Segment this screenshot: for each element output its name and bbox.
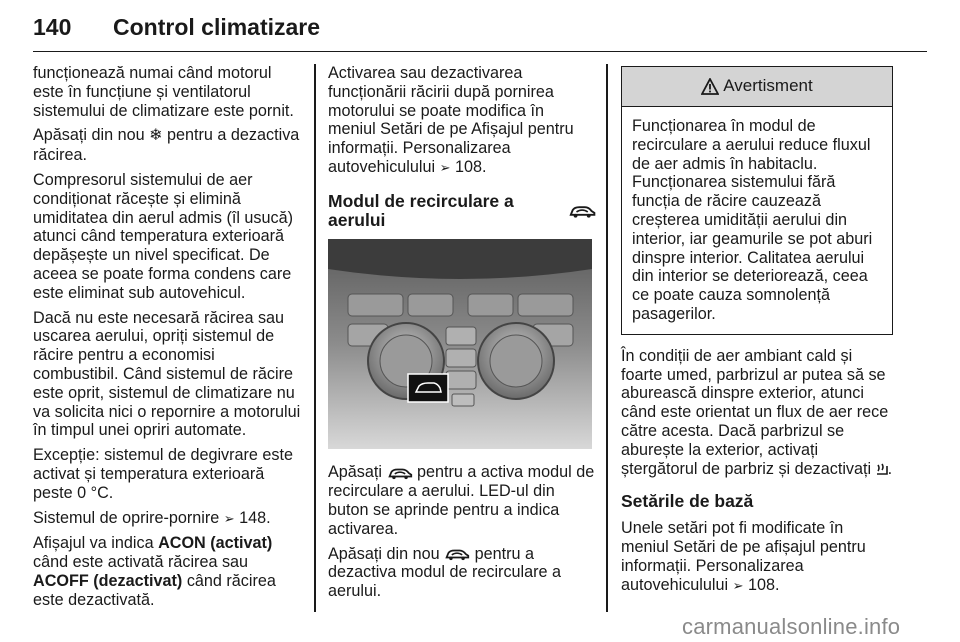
rear-window-defog-icon [876, 463, 888, 476]
warning-title: Avertisment [723, 76, 813, 96]
column-3 [621, 64, 893, 601]
paragraph: Sistemul de oprire-pornire ➢ 148. [33, 508, 271, 527]
paragraph: Compresorul sistemului de aer condiționat răcește și elimină umiditatea din aerul admis (îl usucă) atunci când temperatura exterioară depășește un nivel specificat. De aceea se poate forma condens care este eliminat sub autovehicul. [33, 170, 294, 302]
paragraph: Afișajul va indica ACON (activat) când este activată răcirea sau ACOFF (dezactivat) când răcirea este dezactivată. [33, 534, 276, 609]
page-header [33, 6, 927, 52]
paragraph: Unele setări pot fi modificate în meniul Setări de pe afișajul pentru informații. Personalizarea autovehiculului ➢ 108. [621, 519, 866, 594]
acoff-label: ACOFF (dezactivat) [33, 571, 183, 590]
climate-panel-illustration [328, 239, 592, 449]
paragraph: Apăsați din nou pentru a dezactiva modul de recirculare a aerului. [328, 544, 562, 601]
paragraph: Activarea sau dezactivarea funcționării răcirii după pornirea motorului se poate modifica în meniul Setări de pe Afișajul pentru informații. Personalizarea autovehiculului ➢ 108. [328, 64, 574, 176]
watermark: carmanualsonline.info [682, 614, 901, 639]
section-heading-recirculation: Modul de recirculare a aerului [328, 192, 596, 230]
paragraph: Apăsați din nou ❄ pentru a dezactiva răcirea. [33, 126, 300, 165]
column-2 [328, 64, 596, 607]
column-divider-1 [314, 64, 316, 612]
climate-control-panel-photo [328, 239, 592, 449]
warning-text: Funcționarea în modul de recirculare a aerului reduce fluxul de aer admis în habitaclu. Funcționarea sistemului fără funcția de răcire cauzează creșterea umidității aerului din interior, iar geamurile se pot aburi dinspre interior. Calitatea aerului din interior se deteriorează, ceea ce poate cauza somnolență pasagerilor. [632, 117, 873, 323]
paragraph: Dacă nu este necesară răcirea sau uscarea aerului, opriți sistemul de răcire pentru a economisi combustibil. Când sistemul de răcire este oprit, sistemul de climatizare nu va solicita nici o repornire a motorului în timpul unei opriri automate. [33, 308, 301, 440]
warning-header [622, 67, 892, 107]
page-ref-arrow-icon: ➢ [439, 159, 451, 175]
paragraph: În condiții de aer ambiant cald și foarte umed, parbrizul ar putea să se aburească dinspre exterior, atunci când este orientat un flux de aer rece către acesta. Dacă parbrizul se aburește la exterior, activați ștergătorul de parbriz și dezactivați . [621, 346, 893, 478]
page-ref-link[interactable]: 108. [748, 575, 780, 594]
page-ref-arrow-icon: ➢ [223, 510, 235, 526]
page-ref-arrow-icon: ➢ [732, 577, 744, 593]
paragraph: funcționează numai când motorul este în funcțiune și ventilatorul sistemului de climatizare este pornit. [33, 64, 294, 120]
recirculation-car-icon [568, 203, 596, 219]
page-title: Control climatizare [113, 14, 321, 40]
recirculation-car-icon [387, 466, 413, 480]
warning-triangle-icon [701, 78, 719, 95]
recirculation-car-icon [444, 547, 470, 561]
warning-box [621, 66, 893, 335]
paragraph: Excepție: sistemul de degivrare este activat și temperatura exterioară peste 0 °C. [33, 446, 294, 502]
snowflake-icon: ❄ [149, 127, 163, 145]
section-heading-basic-settings: Setările de bază [621, 491, 754, 512]
column-1 [33, 64, 301, 616]
page-ref-link[interactable]: 148. [239, 508, 271, 527]
acon-label: ACON (activat) [158, 534, 273, 553]
paragraph: Apăsați pentru a activa modul de recirculare a aerului. LED-ul din buton se aprinde pentru a indica activarea. [328, 463, 595, 538]
page-number: 140 [33, 14, 72, 40]
page-ref-link[interactable]: 108. [455, 157, 487, 176]
column-divider-2 [606, 64, 608, 612]
